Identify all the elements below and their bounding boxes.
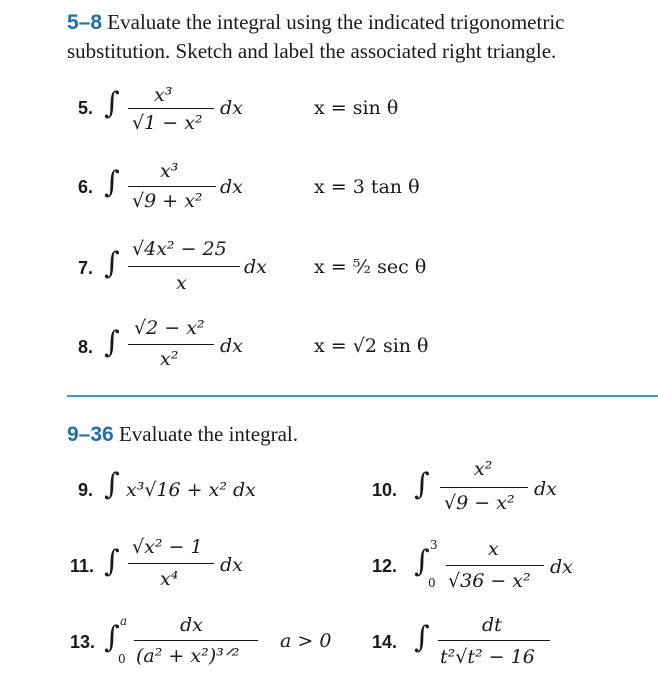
section2-range: 9–36 — [67, 423, 114, 446]
problem-10-denominator: √9 − x² — [444, 492, 515, 514]
definite-integral-sign: ∫ — [414, 544, 430, 579]
fraction-bar — [438, 640, 550, 641]
problem-13-upper-limit: a — [120, 614, 128, 628]
problem-10-numerator: x² — [474, 458, 493, 480]
problem-12-denominator: √36 − x² — [448, 570, 531, 592]
problem-12-dx: dx — [550, 556, 573, 578]
problem-5-numerator: x³ — [154, 84, 173, 106]
problem-5-substitution: x = sin θ — [314, 97, 399, 119]
section-divider — [67, 395, 658, 397]
integral-sign: ∫ — [104, 325, 120, 360]
problem-5-number: 5. — [78, 98, 94, 118]
problem-13-condition: a > 0 — [280, 630, 332, 652]
problem-12-lower-limit: 0 — [428, 576, 436, 590]
problem-5-dx: dx — [220, 97, 243, 119]
problem-6-number: 6. — [78, 177, 94, 197]
definite-integral-sign: ∫ — [104, 620, 120, 655]
integral-sign: ∫ — [104, 246, 120, 281]
problem-11-number: 11. — [70, 556, 95, 576]
integral-sign: ∫ — [104, 544, 120, 579]
problem-8-number: 8. — [78, 337, 94, 357]
integral-sign: ∫ — [104, 86, 120, 121]
integral-sign: ∫ — [414, 467, 430, 502]
fraction-bar — [128, 186, 216, 187]
fraction-bar — [128, 108, 214, 109]
integral-sign: ∫ — [414, 620, 430, 655]
section1-range: 5–8 — [67, 11, 103, 34]
problem-10-dx: dx — [534, 478, 557, 500]
fraction-bar — [446, 565, 544, 566]
problem-11-dx: dx — [220, 554, 243, 576]
problem-12-number: 12. — [372, 556, 398, 576]
problem-8-dx: dx — [220, 335, 243, 357]
problem-10-number: 10. — [372, 480, 398, 500]
fraction-bar — [128, 563, 214, 564]
fraction-bar — [134, 640, 258, 641]
problem-12-numerator: x — [488, 538, 499, 560]
problem-7-denominator: x — [176, 272, 187, 294]
problem-14-numerator: dt — [482, 614, 502, 636]
fraction-bar — [128, 344, 214, 345]
problem-8-numerator: √2 − x² — [134, 317, 205, 339]
section1-instructions: Evaluate the integral using the indicated trigonometric substitution. Sketch and label the associated right triangle. — [67, 10, 565, 63]
problem-6-denominator: √9 + x² — [132, 190, 203, 212]
fraction-bar — [128, 266, 240, 267]
section1-header — [67, 8, 647, 65]
problem-7-numerator: √4x² − 25 — [132, 238, 227, 260]
problem-13-denominator: (a² + x²)³ᐟ² — [136, 645, 240, 667]
problem-14-denominator: t²√t² − 16 — [440, 646, 535, 668]
section2-instructions: Evaluate the integral. — [118, 422, 298, 446]
problem-6-substitution: x = 3 tan θ — [314, 176, 420, 198]
problem-7-dx: dx — [244, 256, 267, 278]
problem-8-substitution: x = √2 sin θ — [314, 335, 429, 357]
problem-11-numerator: √x² − 1 — [132, 536, 203, 558]
problem-8-denominator: x² — [160, 348, 179, 370]
problem-6-numerator: x³ — [160, 160, 179, 182]
problem-13-numerator: dx — [180, 614, 203, 636]
problem-7-number: 7. — [78, 258, 94, 278]
problem-12-upper-limit: 3 — [430, 538, 438, 552]
problem-11-denominator: x⁴ — [160, 568, 179, 590]
problem-5-denominator: √1 − x² — [132, 112, 203, 134]
problem-13-lower-limit: 0 — [118, 652, 126, 666]
problem-9-expression: x³√16 + x² dx — [126, 479, 256, 501]
problem-14-number: 14. — [372, 632, 398, 652]
problem-13-number: 13. — [70, 632, 96, 652]
problem-6-dx: dx — [220, 176, 243, 198]
integral-sign: ∫ — [104, 467, 120, 502]
integral-sign: ∫ — [104, 165, 120, 200]
problem-7-substitution: x = ⁵⁄₂ sec θ — [314, 256, 427, 278]
problem-9-number: 9. — [78, 480, 94, 500]
section2-header — [67, 420, 298, 449]
fraction-bar — [440, 487, 528, 488]
